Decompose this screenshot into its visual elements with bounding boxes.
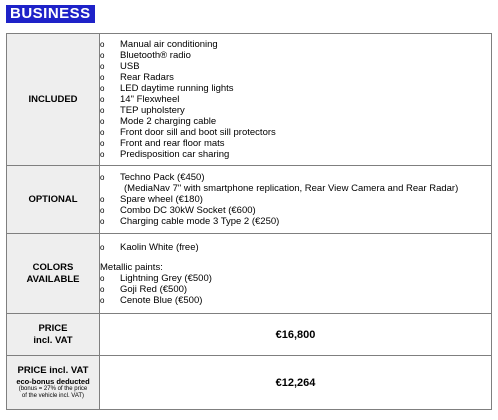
included-list: [100, 39, 491, 160]
bullet-icon: o: [100, 40, 105, 49]
colors-row: [7, 234, 492, 314]
list-item: o Kaolin White (free): [100, 241, 199, 253]
optional-label: OPTIONAL: [7, 166, 100, 234]
bullet-icon: o: [100, 273, 105, 283]
price-bonus-value: €12,264: [100, 356, 492, 410]
list-item: o Manual air conditioning: [100, 39, 218, 50]
price-label: PRICE incl. VAT: [7, 314, 100, 356]
bullet-icon: o: [100, 173, 105, 182]
optional-list: [100, 172, 491, 227]
list-item: o Front and rear floor mats: [100, 138, 225, 149]
list-item: o Predisposition car sharing: [100, 149, 230, 160]
bullet-icon: o: [100, 206, 105, 215]
bullet-icon: o: [100, 295, 105, 305]
bullet-icon: o: [100, 139, 105, 148]
price-row: [7, 314, 492, 356]
techno-pack-detail: (MediaNav 7" with smartphone replication, Rear View Camera and Rear Radar): [124, 183, 459, 194]
list-item: o Goji Red (€500): [100, 283, 188, 295]
bullet-icon: o: [100, 117, 105, 126]
price-bonus-row: [7, 356, 492, 410]
included-label: INCLUDED: [7, 34, 100, 166]
list-item: o 14" Flexwheel: [100, 94, 180, 105]
list-item: o Combo DC 30kW Socket (€600): [100, 205, 256, 216]
list-item: o Charging cable mode 3 Type 2 (€250): [100, 216, 280, 227]
bullet-icon: o: [100, 128, 105, 137]
bullet-icon: o: [100, 217, 105, 226]
included-content: [100, 34, 492, 166]
trim-spec-table: [6, 33, 492, 410]
optional-row: [7, 166, 492, 234]
bullet-icon: o: [100, 95, 105, 104]
bullet-icon: o: [100, 150, 105, 159]
list-item: o Bluetooth® radio: [100, 50, 191, 61]
bullet-icon: o: [100, 73, 105, 82]
bullet-icon: o: [100, 195, 105, 204]
price-bonus-label: PRICE incl. VAT eco-bonus deducted (bonus = 27% of the price of the vehicle incl. VAT): [7, 356, 100, 410]
list-item: o Front door sill and boot sill protectors: [100, 127, 276, 138]
list-item: o Rear Radars: [100, 72, 174, 83]
optional-content: [100, 166, 492, 234]
colors-list: [100, 242, 491, 253]
bullet-icon: o: [100, 62, 105, 71]
bullet-icon: o: [100, 51, 105, 60]
bullet-icon: o: [100, 242, 105, 252]
metallic-heading: Metallic paints:: [100, 261, 163, 273]
list-item: o Techno Pack (€450) (MediaNav 7" with smartphone replication, Rear View Camera and Rear Radar): [100, 172, 491, 194]
list-item: o Lightning Grey (€500): [100, 272, 212, 284]
metallic-list: [100, 273, 491, 306]
included-row: [7, 34, 492, 166]
bullet-icon: o: [100, 84, 105, 93]
list-item: o Cenote Blue (€500): [100, 294, 203, 306]
list-item: o USB: [100, 61, 140, 72]
price-value: €16,800: [100, 314, 492, 356]
list-item: o TEP upholstery: [100, 105, 185, 116]
colors-label: COLORS AVAILABLE: [7, 234, 100, 314]
bullet-icon: o: [100, 106, 105, 115]
colors-content: [100, 234, 492, 314]
list-item: o Spare wheel (€180): [100, 194, 203, 205]
list-item: o Mode 2 charging cable: [100, 116, 217, 127]
list-item: o LED daytime running lights: [100, 83, 234, 94]
bullet-icon: o: [100, 284, 105, 294]
page-title: BUSINESS: [6, 5, 95, 23]
